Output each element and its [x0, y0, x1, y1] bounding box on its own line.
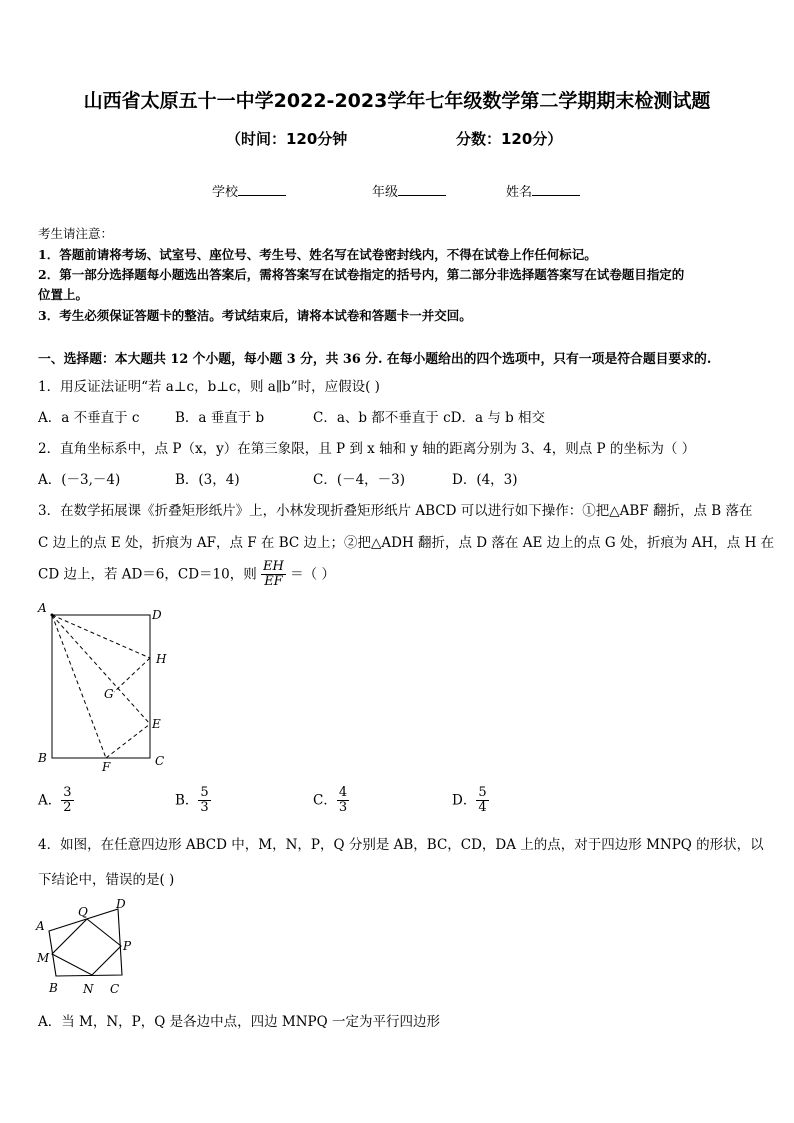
- q3-option-a: A． $\frac{3}{2}$: [38, 785, 72, 816]
- grade-label: 年级: [372, 185, 399, 200]
- q4-line-2: 下结论中，错误的是( ): [38, 872, 175, 888]
- q3-label-g: G: [104, 687, 114, 701]
- q3-line-1: 3．在数学拓展课《折叠矩形纸片》上，小林发现折叠矩形纸片 ABCD 可以进行如下操作：①把△ABF 翻折，点 B 落在: [38, 503, 753, 519]
- q4-label-q: Q: [78, 905, 88, 919]
- notice-item-2-cont: 位置上。: [38, 287, 89, 302]
- q2-option-d: D．(4，3): [452, 472, 518, 488]
- q3-label-a: A: [38, 601, 47, 615]
- q4-quadrilateral-figure: [34, 896, 144, 998]
- grade-field[interactable]: [372, 181, 446, 200]
- school-label: 学校: [212, 185, 239, 200]
- school-field[interactable]: [212, 181, 286, 200]
- q3-line-3-post: ＝（ ）: [290, 566, 335, 583]
- q4-label-m: M: [37, 951, 50, 965]
- q3-option-d: D． $\frac{5}{4}$: [452, 785, 487, 816]
- q3-label-h: H: [156, 652, 167, 666]
- section-heading: 一、选择题：本大题共 12 个小题，每小题 3 分，共 36 分. 在每小题给出的四个选项中，只有一项是符合题目要求的.: [38, 352, 712, 367]
- q3-label-c: C: [155, 754, 165, 768]
- exam-time: （时间：120分钟: [226, 130, 348, 148]
- q2-option-a: A．(－3,－4): [38, 472, 121, 488]
- notice-heading: 考生请注意：: [38, 226, 114, 241]
- q4-line-1: 4．如图，在任意四边形 ABCD 中，M，N，P，Q 分别是 AB，BC，CD，DA 上的点，对于四边形 MNPQ 的形状，以: [38, 837, 764, 853]
- notice-item-1: 1．答题前请将考场、试室号、座位号、考生号、姓名写在试卷密封线内，不得在试卷上作任何标记。: [38, 247, 597, 262]
- name-field[interactable]: [506, 181, 580, 200]
- name-label: 姓名: [506, 185, 533, 200]
- q2-stem: 2．直角坐标系中，点 P（x，y）在第三象限，且 P 到 x 轴和 y 轴的距离分别为 3、4，则点 P 的坐标为（ ）: [38, 441, 696, 457]
- q4-label-a: A: [36, 919, 45, 933]
- q4-label-c: C: [110, 982, 120, 996]
- q3-option-b: B． $\frac{5}{3}$: [175, 785, 209, 816]
- q3-line-3-pre: CD 边上，若 AD＝6，CD＝10，则: [38, 566, 257, 583]
- notice-item-2: 2．第一部分选择题每小题选出答案后，需将答案写在试卷指定的括号内，第二部分非选择题答案写在试卷题目指定的: [38, 267, 685, 282]
- q4-label-p: P: [123, 939, 132, 953]
- q3-ratio-fraction: $\frac{EH}{EF}$: [263, 559, 284, 590]
- q4-label-d: D: [116, 897, 126, 911]
- q2-option-c: C．(－4，－3): [313, 472, 406, 488]
- q2-option-b: B．(3，4): [175, 472, 240, 488]
- q1-option-cd: C．a、b 都不垂直于 cD．a 与 b 相交: [313, 410, 546, 426]
- q1-option-a: A．a 不垂直于 c: [38, 410, 140, 426]
- q3-label-e: E: [152, 717, 161, 731]
- q1-stem: 1．用反证法证明“若 a⊥c，b⊥c，则 a∥b”时，应假设( ): [38, 379, 380, 395]
- exam-score: 分数：120分）: [456, 130, 563, 148]
- q3-option-c: C． $\frac{4}{3}$: [313, 785, 348, 816]
- notice-item-3: 3．考生必须保证答题卡的整洁。考试结束后，请将本试卷和答题卡一并交回。: [38, 308, 472, 323]
- q3-label-b: B: [38, 751, 47, 765]
- q3-line-2: C 边上的点 E 处，折痕为 AF，点 F 在 BC 边上；②把△ADH 翻折，点 D 落在 AE 边上的点 G 处，折痕为 AH，点 H 在: [38, 535, 775, 551]
- q3-label-f: F: [102, 760, 111, 774]
- q3-line-3: [38, 560, 335, 590]
- q1-option-b: B．a 垂直于 b: [175, 410, 265, 426]
- q3-label-d: D: [152, 608, 162, 622]
- page-title: 山西省太原五十一中学2022-2023学年七年级数学第二学期期末检测试题: [83, 90, 711, 112]
- q3-rectangle-figure: [34, 600, 184, 775]
- q4-option-a: A．当 M，N，P，Q 是各边中点，四边 MNPQ 一定为平行四边形: [38, 1014, 440, 1030]
- q4-label-n: N: [83, 982, 94, 996]
- q4-label-b: B: [49, 981, 58, 995]
